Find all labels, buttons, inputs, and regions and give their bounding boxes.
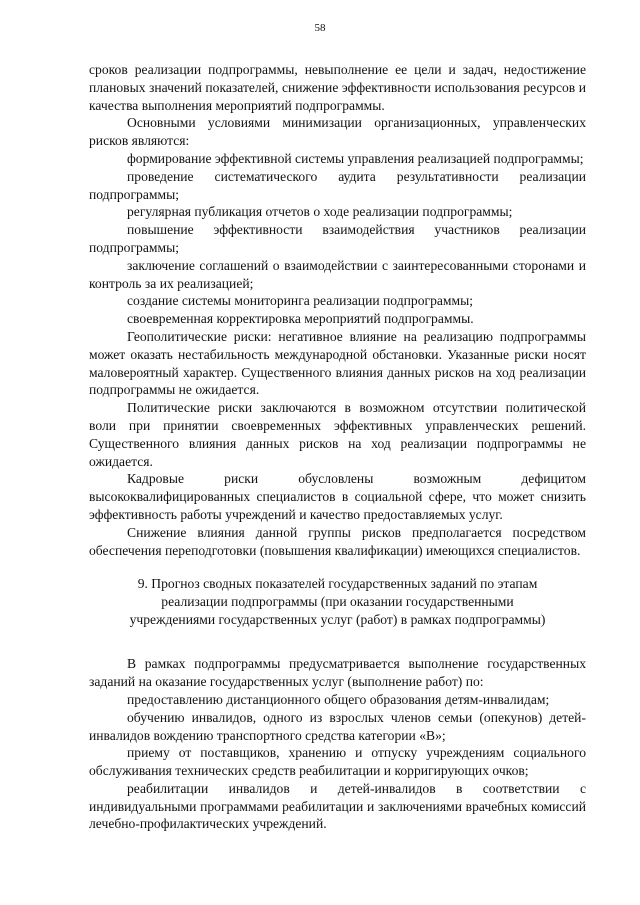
page-number: 58 (314, 22, 326, 34)
list-item: регулярная публикация отчетов о ходе реализации подпрограммы; (127, 204, 513, 220)
heading-line: реализации подпрограммы (при оказании государственными (161, 594, 514, 610)
paragraph: Геополитические риски: негативное влияние на реализацию подпрограммы может оказать нестабильность международной обстановки. Указанные риски носят маловероятный характер. Существенного влияния данных рисков на ход реализации подпрограммы не ожидается. (89, 328, 586, 398)
paragraph: сроков реализации подпрограммы, невыполнение ее цели и задач, недостижение плановых значений показателей, снижение эффективности использования ресурсов и качества выполнения мероприятий подпрограммы. (89, 62, 586, 113)
paragraph: Политические риски заключаются в возможном отсутствии политической воли при принятии своевременных эффективных управленческих решений. Существенного влияния данных рисков на ход реализации подпрограммы не ожидается. (89, 400, 586, 469)
list-item: своевременная корректировка мероприятий подпрограммы. (127, 311, 474, 327)
paragraph: Кадровые риски обусловлены возможным дефицитом высококвалифицированных специалистов в социальной сфере, что может снизить эффективность работы учреждений и качество предоставляемых услуг. (89, 471, 586, 522)
list-item: заключение соглашений о взаимодействии с заинтересованными сторонами и контроль за их реализацией; (89, 257, 586, 291)
heading-line: 9. Прогноз сводных показателей государственных заданий по этапам (137, 576, 538, 592)
list-item: реабилитации инвалидов и детей-инвалидов в соответствии с индивидуальными программами реабилитации и заключениями врачебных комиссий лечебно-профилактических учреждений. (89, 780, 586, 832)
list-item: создание системы мониторинга реализации подпрограммы; (127, 293, 474, 309)
heading-line: учреждениями государственных услуг (работ) в рамках подпрограммы) (129, 612, 546, 628)
paragraph: В рамках подпрограммы предусматривается выполнение государственных заданий на оказание государственных услуг (выполнение работ) по: (89, 656, 586, 690)
list-item: формирование эффективной системы управления реализацией подпрограммы; (127, 150, 584, 166)
section-heading (89, 575, 586, 629)
paragraph: Основными условиями минимизации организационных, управленческих рисков являются: (89, 115, 586, 149)
list-item: предоставлению дистанционного общего образования детям-инвалидам; (127, 691, 550, 707)
list-item: проведение систематического аудита результативности реализации подпрограммы; (89, 168, 586, 202)
list-item: обучению инвалидов, одного из взрослых членов семьи (опекунов) детей-инвалидов вождению транспортного средства категории «В»; (89, 709, 586, 743)
document-body (89, 61, 586, 833)
list-item: приему от поставщиков, хранению и отпуску учреждениям социального обслуживания технических средств реабилитации и корригирующих очков; (89, 745, 586, 779)
paragraph: Снижение влияния данной группы рисков предполагается посредством обеспечения переподготовки (повышения квалификации) имеющихся специалистов. (89, 524, 586, 558)
list-item: повышение эффективности взаимодействия участников реализации подпрограммы; (89, 222, 586, 255)
